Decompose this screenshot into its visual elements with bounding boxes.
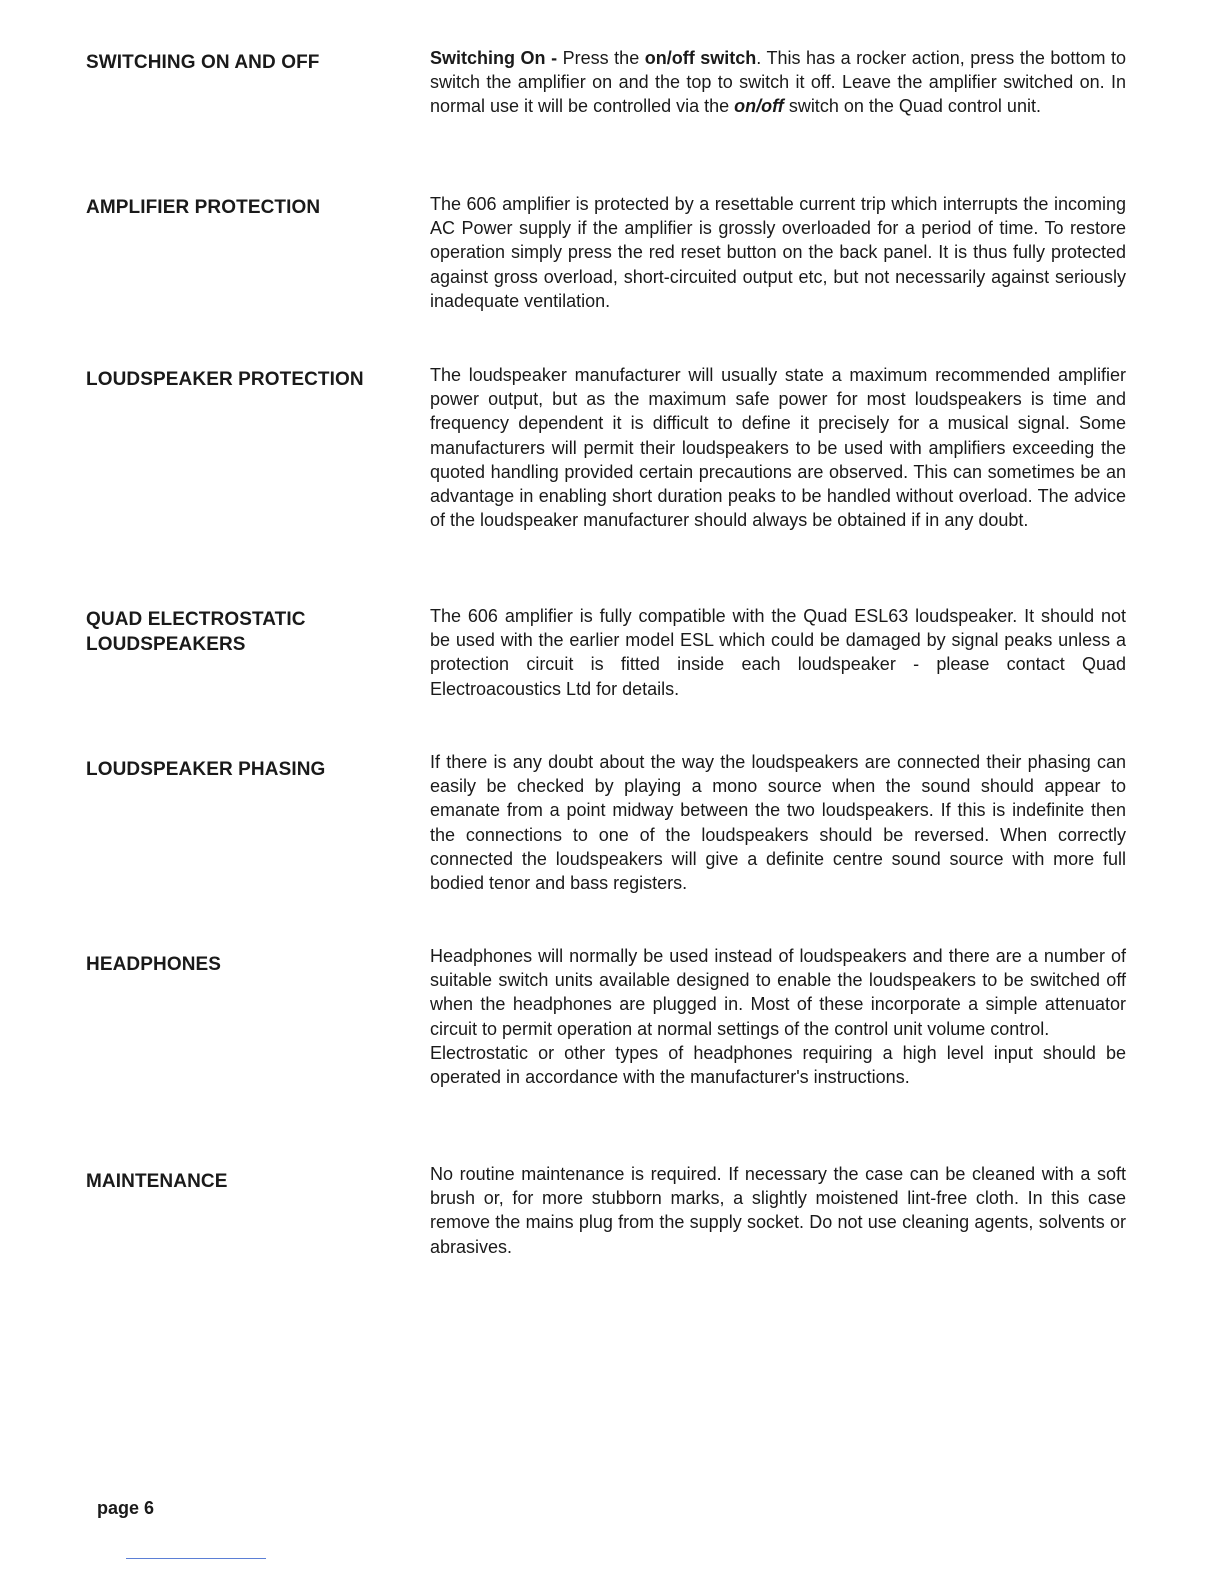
section-heading: MAINTENANCE [86, 1171, 228, 1192]
body-text: No routine maintenance is required. If necessary the case can be cleaned with a soft brush or, for more stubborn marks, a slightly moistened lint-free cloth. In this case remove the mains plug from the supply socket. Do not use cleaning agents, solvents or abrasives. [430, 1164, 1126, 1257]
page-number: page 6 [97, 1498, 155, 1518]
body-text: The 606 amplifier is fully compatible with the Quad ESL63 loudspeaker. It should not be used with the earlier model ESL which could be damaged by signal peaks unless a protection circuit is fitted inside each loudspeaker - please contact Quad Electroacoustics Ltd for details. [430, 606, 1126, 699]
body-text: If there is any doubt about the way the loudspeakers are connected their phasing can easily be checked by playing a mono source when the sound should appear to emanate from a point midway between the two loudspeakers. If this is indefinite then the connections to one of the loudspeakers should be reversed. When correctly connected the loudspeakers will give a definite centre sound source with more full bodied tenor and bass registers. [430, 752, 1126, 894]
footer-rule [126, 1558, 266, 1559]
section-heading: LOUDSPEAKER PROTECTION [86, 369, 364, 390]
body-text: Electrostatic or other types of headphones requiring a high level input should be operated in accordance with the manufacturer's instructions. [430, 1042, 1126, 1088]
bold-term: on/off switch [644, 48, 757, 68]
section-body [430, 604, 1126, 701]
body-text: Headphones will normally be used instead of loudspeakers and there are a number of suitable switch units available designed to enable the loudspeakers to be switched off when the headphones are plugged in. Most of these incorporate a simple attenuator circuit to permit operation at normal settings of the control unit volume control. [430, 946, 1126, 1039]
section-body [430, 363, 1126, 532]
section-heading: AMPLIFIER PROTECTION [86, 197, 321, 218]
section-heading [86, 607, 406, 657]
section-heading: HEADPHONES [86, 954, 222, 975]
section-body [430, 750, 1126, 895]
lead-label: Switching On - [430, 48, 563, 68]
section-body [430, 1162, 1126, 1259]
section-body [430, 46, 1126, 119]
section-heading: SWITCHING ON AND OFF [86, 52, 320, 73]
emphasis-term: on/off [734, 96, 784, 117]
body-text: . This has a rocker action, press the bottom to switch the amplifier on and the top to switch it off. Leave the amplifier switched on. In normal use it will be controlled via the [430, 48, 1126, 117]
section-body [430, 192, 1126, 313]
section-heading: LOUDSPEAKER PHASING [86, 759, 326, 780]
heading-line: QUAD ELECTROSTATIC [86, 609, 306, 630]
body-text: The loudspeaker manufacturer will usually state a maximum recommended amplifier power output, but as the maximum safe power for most loudspeakers is time and frequency dependent it is difficult to define it precisely for a musical signal. Some manufacturers will permit their loudspeakers to be used with amplifiers exceeding the quoted handling provided certain precautions are observed. This can sometimes be an advantage in enabling short duration peaks to be handled without overload. The advice of the loudspeaker manufacturer should always be obtained if in any doubt. [430, 365, 1126, 531]
body-text: switch on the Quad control unit. [783, 96, 1041, 117]
body-text: Press the [562, 48, 645, 68]
section-body [430, 944, 1126, 1089]
heading-line: LOUDSPEAKERS [86, 634, 246, 655]
body-text: The 606 amplifier is protected by a resettable current trip which interrupts the incoming AC Power supply if the amplifier is grossly overloaded for a period of time. To restore operation simply press the red reset button on the back panel. It is thus fully protected against gross overload, short-circuited output etc, but not necessarily against seriously inadequate ventilation. [430, 194, 1126, 311]
